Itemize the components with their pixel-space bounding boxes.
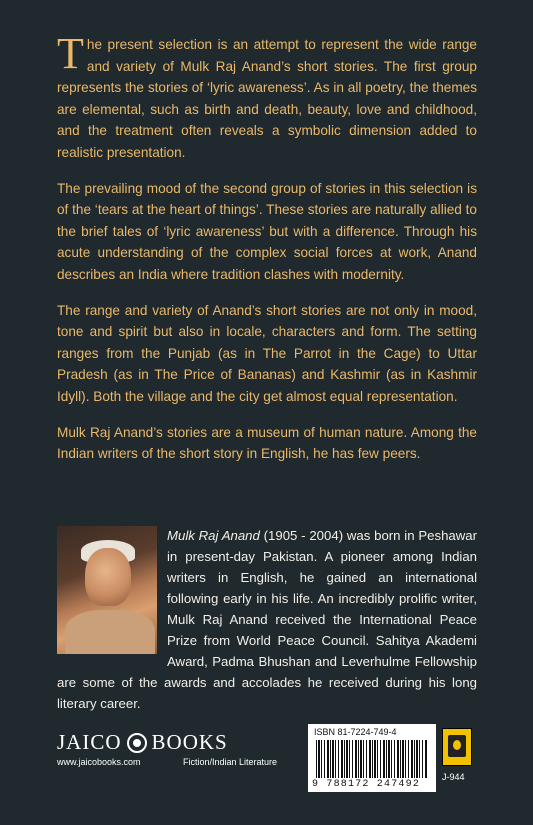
logo-left-text: JAICO [57, 730, 122, 754]
barcode-box [308, 724, 436, 792]
blurb-text [57, 29, 477, 479]
isbn-text: ISBN 81-7224-749-4 [314, 727, 397, 737]
author-bio-text: (1905 - 2004) was born in Peshawar in present-day Pakistan. A pioneer among Indian writers in English, he gained an international following early in his life. An incredibly prolific writer, Mulk Raj Anand received the International Peace Prize from World Peace Council. Sahitya Akademi Award, Padma Bhushan and Leverhulme Fellowship are some of the awards and accolades he received during his long literary career. [57, 528, 477, 711]
blurb-paragraph-4: Mulk Raj Anand’s stories are a museum of human nature. Among the Indian writers of the short story in English, he has few peers. [57, 424, 477, 462]
publisher-logo [57, 730, 228, 755]
publisher-badge-icon [442, 728, 472, 766]
blurb-paragraph-1-text: he present selection is an attempt to represent the wide range and variety of Mulk Raj Anand’s short stories. The first group represents the stories of ‘lyric awareness’. As in all poetry, the themes are elemental, such as birth and death, beauty, love and childhood, and the treatment often reveals a symbolic dimension added to realistic presentation. [57, 37, 477, 160]
barcode-icon [316, 740, 428, 778]
blurb-paragraph-3: The range and variety of Anand’s short stories are not only in mood, tone and spirit but also in locale, characters and form. The setting ranges from the Punjab (as in The Parrot in the Cage) to Uttar Pradesh (as in The Price of Bananas) and Kashmir (as in Kashmir Idyll). Both the village and the city get almost equal representation. [57, 302, 477, 404]
author-name: Mulk Raj Anand [167, 528, 260, 543]
ean-number: 9 788172 247492 [312, 779, 421, 790]
drop-cap: T [57, 29, 84, 78]
blurb-paragraph-1 [57, 29, 477, 164]
blurb-paragraph-2: The prevailing mood of the second group of stories in this selection is of the ‘tears at the heart of things’. These stories are naturally allied to the brief tales of ‘lyric awareness’ but with a difference. Through his acute understanding of the complex social forces at work, Anand describes an India where tradition clashes with modernity. [57, 180, 477, 282]
publisher-website: www.jaicobooks.com [57, 757, 141, 767]
logo-right-text: BOOKS [151, 730, 228, 754]
genre-label: Fiction/Indian Literature [183, 757, 278, 767]
sun-icon [127, 733, 147, 753]
catalog-code: J-944 [442, 772, 465, 782]
author-bio [57, 525, 477, 714]
